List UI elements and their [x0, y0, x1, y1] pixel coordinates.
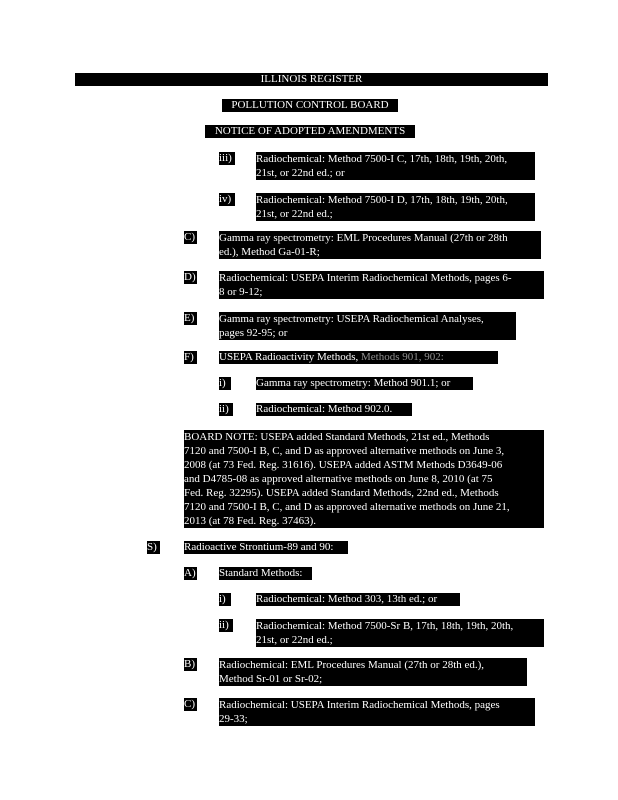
section-s-c-label: C): [184, 698, 195, 710]
item-text-f: [219, 351, 498, 364]
item-text-iii-line1: Radiochemical: Method 7500-I C, 17th, 18th, 19th, 20th,: [256, 153, 508, 165]
item-text-iii-line2: 21st, or 22nd ed.; or: [256, 167, 345, 179]
item-text-f-ii: Radiochemical: Method 902.0.: [256, 403, 412, 416]
item-text-c-line2: ed.), Method Ga-01-R;: [219, 246, 320, 258]
section-s-b-line1: Radiochemical: EML Procedures Manual (27th or 28th ed.),: [219, 659, 485, 671]
item-label-iv: iv): [219, 193, 235, 206]
section-s-c-line2: 29-33;: [219, 713, 248, 725]
section-s-label: S): [147, 541, 160, 554]
section-s-a-ii-line1: Radiochemical: Method 7500-Sr B, 17th, 18th, 19th, 20th,: [256, 620, 514, 632]
section-s-b-line2: Method Sr-01 or Sr-02;: [219, 673, 323, 685]
board-note-line: 2013 (at 78 Fed. Reg. 37463).: [184, 515, 316, 527]
board-note: [184, 430, 544, 528]
board-note-line: BOARD NOTE: USEPA added Standard Methods, 21st ed., Methods: [184, 431, 490, 443]
item-text-d-line2: 8 or 9-12;: [219, 286, 263, 298]
board-note-line: 7120 and 7500-I B, C, and D as approved alternative methods on June 21,: [184, 501, 510, 513]
section-s-a-ii-label: ii): [219, 619, 233, 632]
section-s-b-label: B): [184, 658, 195, 670]
item-text-e-line1: Gamma ray spectrometry: USEPA Radiochemical Analyses,: [219, 313, 484, 325]
item-text-f-main: USEPA Radioactivity Methods,: [219, 351, 359, 363]
board-title: POLLUTION CONTROL BOARD: [222, 99, 398, 112]
item-label-f: F): [184, 351, 197, 364]
section-s-c-line1: Radiochemical: USEPA Interim Radiochemical Methods, pages: [219, 699, 500, 711]
item-text-f-blurred: Methods 901, 902:: [361, 351, 444, 363]
item-text-d: [219, 271, 544, 299]
board-note-line: Fed. Reg. 32295). USEPA added Standard Methods, 22nd ed., Methods: [184, 487, 499, 499]
board-note-line: 7120 and 7500-I B, C, and D as approved alternative methods on June 3,: [184, 445, 505, 457]
item-text-iv-line2: 21st, or 22nd ed.;: [256, 208, 333, 220]
notice-title: NOTICE OF ADOPTED AMENDMENTS: [205, 125, 415, 138]
section-s-c-text: [219, 698, 535, 726]
item-text-iii: [256, 152, 535, 180]
item-label-c: C): [184, 231, 195, 243]
item-text-c: [219, 231, 541, 259]
section-s-a-i-text: Radiochemical: Method 303, 13th ed.; or: [256, 593, 460, 606]
board-note-line: 2008 (at 73 Fed. Reg. 31616). USEPA added ASTM Methods D3649-06: [184, 459, 503, 471]
item-text-iv: [256, 193, 535, 221]
register-title: ILLINOIS REGISTER: [75, 73, 548, 86]
section-s-a-ii-text: [256, 619, 544, 647]
board-note-line: and D4785-08 as approved alternative methods on June 8, 2010 (at 75: [184, 473, 493, 485]
item-text-c-line1: Gamma ray spectrometry: EML Procedures Manual (27th or 28th: [219, 232, 508, 244]
item-label-f-ii: ii): [219, 403, 233, 416]
item-label-d: D): [184, 271, 196, 283]
item-text-e: [219, 312, 516, 340]
item-label-f-i: i): [219, 377, 231, 390]
item-text-f-i: Gamma ray spectrometry: Method 901.1; or: [256, 377, 473, 390]
item-text-d-line1: Radiochemical: USEPA Interim Radiochemical Methods, pages 6-: [219, 272, 512, 284]
item-text-iv-line1: Radiochemical: Method 7500-I D, 17th, 18th, 19th, 20th,: [256, 194, 508, 206]
section-s-a-i-label: i): [219, 593, 231, 606]
section-s-a-ii-line2: 21st, or 22nd ed.;: [256, 634, 333, 646]
section-s-title: Radioactive Strontium-89 and 90:: [184, 541, 348, 554]
item-label-e: E): [184, 312, 197, 325]
item-label-iii: iii): [219, 152, 235, 165]
section-s-b-text: [219, 658, 527, 686]
section-s-a-text: Standard Methods:: [219, 567, 312, 580]
section-s-a-label: A): [184, 567, 196, 579]
item-text-e-line2: pages 92-95; or: [219, 327, 288, 339]
